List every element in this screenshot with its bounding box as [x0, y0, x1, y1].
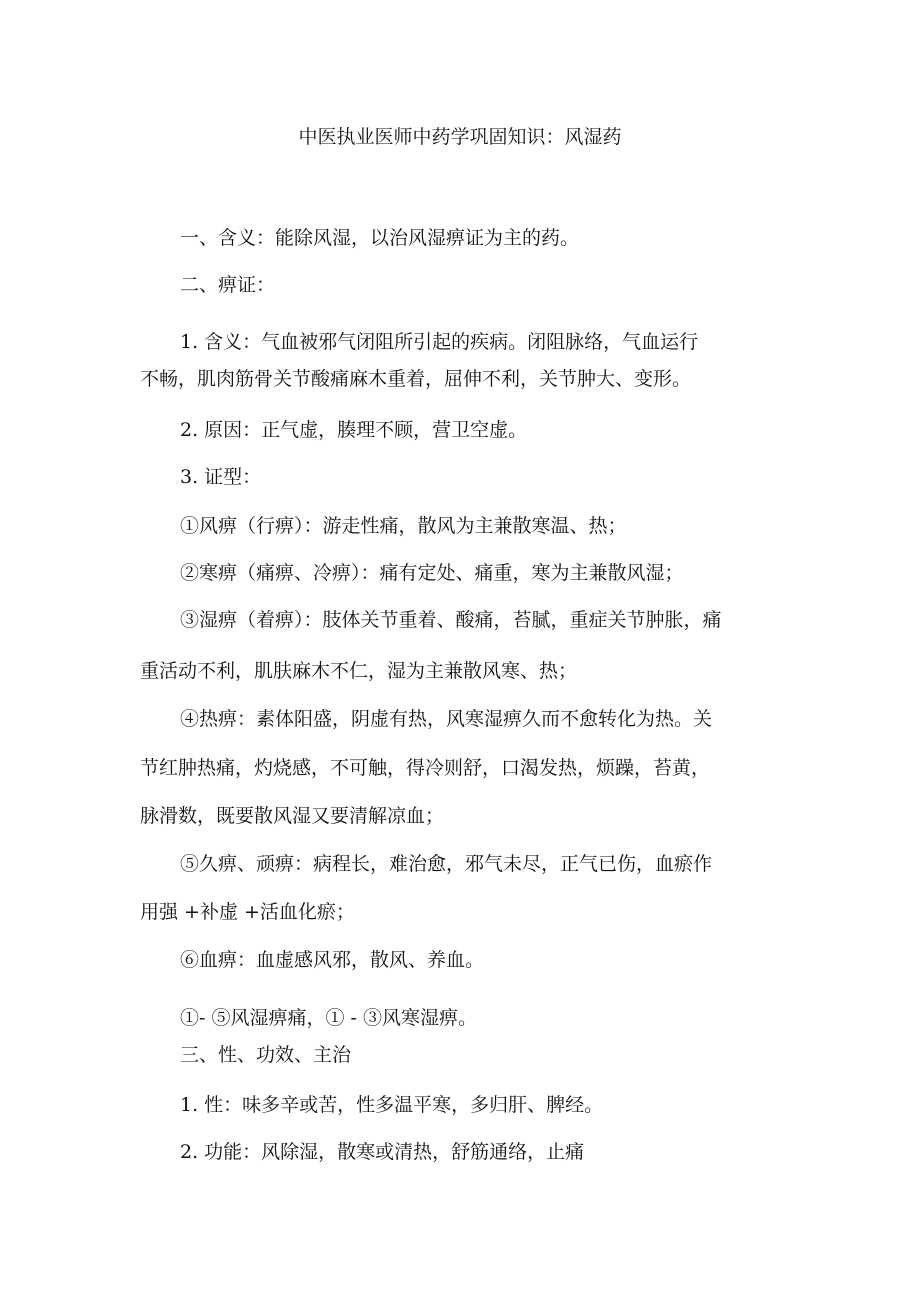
- syndrome-summary: ①- ⑤风湿痹痛，① - ③风寒湿痹。: [180, 1007, 477, 1029]
- syndrome-damp-bi-continued: 重活动不利，肌肤麻木不仁，湿为主兼散风寒、热；: [140, 660, 578, 682]
- section-heading-bizheng: 二、痹证：: [180, 274, 276, 296]
- syndrome-cold-bi: ②寒痹（痛痹、冷痹）：痛有定处、痛重，寒为主兼散风湿；: [180, 562, 684, 584]
- syndrome-chronic-bi-continued: 用强 +补虚 +活血化瘀；: [140, 901, 355, 923]
- syndrome-heat-bi-continued-2: 脉滑数，既要散风湿又要清解凉血；: [140, 805, 445, 827]
- syndrome-heat-bi-continued-1: 节红肿热痛，灼烧感，不可触，得冷则舒，口渴发热，烦躁，苔黄，: [140, 757, 711, 779]
- list-item-nature: 1. 性：味多辛或苦，性多温平寒，多归肝、脾经。: [180, 1094, 604, 1116]
- list-item-cause: 2. 原因：正气虚，腠理不顾，营卫空虚。: [180, 419, 528, 441]
- list-item-definition: 1. 含义：气血被邪气闭阻所引起的疾病。闭阻脉络，气血运行: [180, 331, 699, 353]
- document-title: 中医执业医师中药学巩固知识：风湿药: [298, 126, 622, 148]
- list-item-definition-continued: 不畅，肌肉筋骨关节酸痛麻木重着，屈伸不利，关节肿大、变形。: [140, 368, 692, 390]
- syndrome-chronic-bi: ⑤久痹、顽痹：病程长，难治愈，邪气未尽，正气已伤，血瘀作: [180, 853, 713, 875]
- syndrome-blood-bi: ⑥血痹：血虚感风邪，散风、养血。: [180, 949, 485, 971]
- list-item-syndrome-types: 3. 证型：: [180, 466, 262, 488]
- list-item-function: 2. 功能：风除湿，散寒或清热，舒筋通络，止痛: [180, 1141, 585, 1163]
- syndrome-heat-bi: ④热痹：素体阳盛，阴虚有热，风寒湿痹久而不愈转化为热。关: [180, 708, 713, 730]
- paragraph-definition: 一、含义：能除风湿，以治风湿痹证为主的药。: [180, 227, 580, 249]
- section-heading-properties: 三、性、功效、主治: [180, 1044, 352, 1066]
- syndrome-damp-bi: ③湿痹（着痹）：肢体关节重着、酸痛，苔腻，重症关节肿胀，痛: [180, 609, 722, 631]
- syndrome-wind-bi: ①风痹（行痹）：游走性痛，散风为主兼散寒温、热；: [180, 515, 627, 537]
